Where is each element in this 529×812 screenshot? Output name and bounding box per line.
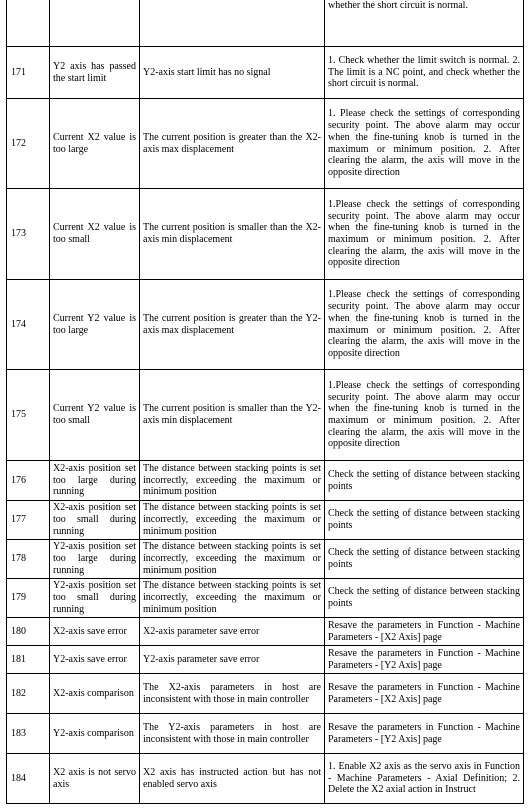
alarm-description: The distance between stacking points is set incorrectly, exceeding the maximum or minimum position (140, 540, 325, 579)
alarm-description: The current position is smaller than the X2-axis min displacement (140, 189, 325, 280)
alarm-solution: Resave the parameters in Function - Machine Parameters - [Y2 Axis] page (325, 714, 524, 754)
alarm-solution: 1.Please check the settings of corresponding security point. The above alarm may occur when the fine-tuning knob is turned in the maximum or minimum position. 2. After clearing the alarm, the axis will move in the opposite direction (325, 189, 524, 280)
table-row (7, 189, 524, 280)
alarm-name: X2-axis save error (50, 618, 140, 646)
table-row (7, 618, 524, 646)
alarm-name: Current Y2 value is too large (50, 280, 140, 370)
table-row (7, 754, 524, 804)
alarm-description: X2 axis has instructed action but has not enabled servo axis (140, 754, 325, 804)
alarm-code: 175 (7, 370, 50, 461)
alarm-description: The current position is greater than the Y2-axis max displacement (140, 280, 325, 370)
alarm-code: 180 (7, 618, 50, 646)
alarm-description: X2-axis parameter save error (140, 618, 325, 646)
alarm-solution: 1. Enable X2 axis as the servo axis in Function - Machine Parameters - Axial Definition; 2. Delete the X2 axial action in Instruct (325, 754, 524, 804)
alarm-description: The X2-axis parameters in host are inconsistent with those in main controller (140, 674, 325, 714)
table-row (7, 674, 524, 714)
table-row (7, 579, 524, 618)
alarm-code: 171 (7, 47, 50, 99)
alarm-name: Current X2 value is too small (50, 189, 140, 280)
alarm-name: Y2 axis has passed the start limit (50, 47, 140, 99)
alarm-solution: Check the setting of distance between stacking points (325, 579, 524, 618)
alarm-solution: 1. Please check the settings of corresponding security point. The above alarm may occur when the fine-tuning knob is turned in the maximum or minimum position. 2. After clearing the alarm, the axis will move in the opposite direction (325, 99, 524, 189)
alarm-name: X2-axis position set too large during running (50, 461, 140, 501)
alarm-code: 178 (7, 540, 50, 579)
table-row (7, 646, 524, 674)
alarm-code: 174 (7, 280, 50, 370)
alarm-table (6, 0, 524, 804)
alarm-code: 173 (7, 189, 50, 280)
alarm-name: Y2-axis position set too small during running (50, 579, 140, 618)
alarm-description: The Y2-axis parameters in host are inconsistent with those in main controller (140, 714, 325, 754)
alarm-description: Y2-axis start limit has no signal (140, 47, 325, 99)
alarm-solution: 1.Please check the settings of corresponding security point. The above alarm may occur when the fine-tuning knob is turned in the maximum or minimum position. 2. After clearing the alarm, the axis will move in the opposite direction (325, 280, 524, 370)
alarm-solution: 1.Please check the settings of corresponding security point. The above alarm may occur when the fine-tuning knob is turned in the maximum or minimum position. 2. After clearing the alarm, the axis will move in the opposite direction (325, 370, 524, 461)
alarm-description: The distance between stacking points is set incorrectly, exceeding the maximum or minimum position (140, 579, 325, 618)
alarm-code: 172 (7, 99, 50, 189)
alarm-solution: Resave the parameters in Function - Machine Parameters - [X2 Axis] page (325, 674, 524, 714)
alarm-name: X2 axis is not servo axis (50, 754, 140, 804)
table-row (7, 540, 524, 579)
table-row (7, 461, 524, 501)
alarm-name: Current Y2 value is too small (50, 370, 140, 461)
alarm-name: Y2-axis position set too large during running (50, 540, 140, 579)
alarm-solution: Resave the parameters in Function - Machine Parameters - [X2 Axis] page (325, 618, 524, 646)
alarm-code: 181 (7, 646, 50, 674)
table-row (7, 280, 524, 370)
alarm-solution: 1. Check whether the limit switch is normal. 2. The limit is a NC point, and check whether the short circuit is normal. (325, 47, 524, 99)
alarm-description: The current position is smaller than the Y2-axis min displacement (140, 370, 325, 461)
alarm-solution: Check the setting of distance between stacking points (325, 501, 524, 540)
alarm-code: 184 (7, 754, 50, 804)
alarm-code: 176 (7, 461, 50, 501)
table-row (7, 501, 524, 540)
alarm-description: The distance between stacking points is set incorrectly, exceeding the maximum or minimum position (140, 461, 325, 501)
table-row (7, 714, 524, 754)
alarm-name: Y2-axis comparison (50, 714, 140, 754)
alarm-name: X2-axis comparison (50, 674, 140, 714)
alarm-code: 179 (7, 579, 50, 618)
alarm-solution: Resave the parameters in Function - Machine Parameters - [Y2 Axis] page (325, 646, 524, 674)
alarm-code: 182 (7, 674, 50, 714)
alarm-description: Y2-axis parameter save error (140, 646, 325, 674)
alarm-name: Current X2 value is too large (50, 99, 140, 189)
alarm-name: Y2-axis save error (50, 646, 140, 674)
alarm-code: 177 (7, 501, 50, 540)
alarm-name: X2-axis position set too small during running (50, 501, 140, 540)
alarm-code (7, 0, 50, 47)
alarm-description (140, 0, 325, 47)
alarm-name (50, 0, 140, 47)
alarm-solution: whether the short circuit is normal. (325, 0, 524, 47)
alarm-solution: Check the setting of distance between stacking points (325, 540, 524, 579)
alarm-description: The current position is greater than the X2-axis max displacement (140, 99, 325, 189)
table-row (7, 47, 524, 99)
alarm-code: 183 (7, 714, 50, 754)
table-row (7, 99, 524, 189)
table-row (7, 0, 524, 47)
alarm-description: The distance between stacking points is set incorrectly, exceeding the maximum or minimum position (140, 501, 325, 540)
table-row (7, 370, 524, 461)
alarm-solution: Check the setting of distance between stacking points (325, 461, 524, 501)
